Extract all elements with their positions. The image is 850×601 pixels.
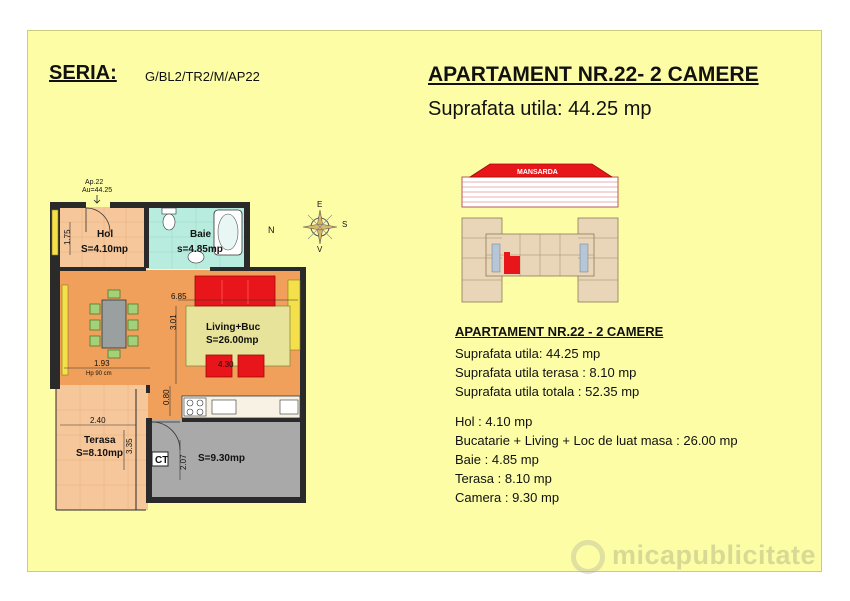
entrance-arrow [94, 195, 100, 203]
watermark-logo-icon [571, 540, 605, 574]
dim-3-01: 3.01 [169, 314, 178, 330]
info-camera: Camera : 9.30 mp [455, 490, 560, 505]
living-area: S=26.00mp [206, 335, 259, 346]
info-terasa: Terasa : 8.10 mp [455, 471, 552, 486]
compass-n: N [268, 225, 275, 235]
ct-label: CT [155, 455, 169, 466]
info-title: APARTAMENT NR.22 - 2 CAMERE [455, 324, 664, 339]
apartment-title: APARTAMENT NR.22- 2 CAMERE [428, 63, 759, 86]
baie-area: s=4.85mp [177, 244, 223, 255]
dim-1-93: 1.93 [94, 359, 110, 368]
mansarda-label: MANSARDA [517, 169, 558, 176]
dim-2-40: 2.40 [90, 416, 106, 425]
watermark: micapublicitate [612, 540, 817, 570]
toilet [162, 208, 176, 230]
dim-4-30: 4.30 [218, 360, 234, 369]
dim-2-07: 2.07 [179, 454, 188, 470]
compass-icon [303, 210, 337, 244]
key-floor-plan [462, 218, 618, 302]
info-baie: Baie : 4.85 mp [455, 452, 539, 467]
baie-name: Baie [190, 229, 212, 240]
au-tag: Au=44.25 [82, 187, 113, 194]
info-usable-area: Suprafata utila: 44.25 mp [455, 346, 601, 361]
ap-tag: Ap.22 [85, 179, 104, 186]
compass-v: V [317, 245, 323, 254]
info-terrace-area: Suprafata utila terasa : 8.10 mp [455, 365, 637, 380]
hol-name: Hol [97, 229, 114, 240]
info-hol: Hol : 4.10 mp [455, 414, 533, 429]
dim-1-75: 1.75 [63, 229, 72, 245]
dim-0-80: 0.80 [162, 389, 171, 405]
seria-label: SERIA: [49, 62, 117, 84]
compass-e: E [317, 200, 323, 209]
compass-s: S [342, 220, 348, 229]
info-total-area: Suprafata utila totala : 52.35 mp [455, 384, 640, 399]
apartment-usable-area: Suprafata utila: 44.25 mp [428, 98, 652, 120]
dim-6-85: 6.85 [171, 292, 187, 301]
living-name: Living+Buc [206, 322, 261, 333]
info-living: Bucatarie + Living + Loc de luat masa : 26.00 mp [455, 433, 738, 448]
terasa-area: S=8.10mp [76, 448, 123, 459]
dim-hp: Hp 90 cm [86, 371, 112, 377]
key-apartment-highlight [504, 256, 520, 274]
sofa [195, 276, 275, 306]
kitchen-counter [182, 396, 300, 418]
hol-area: S=4.10mp [81, 244, 128, 255]
seria-value: G/BL2/TR2/M/AP22 [145, 69, 260, 84]
dim-3-35: 3.35 [125, 438, 134, 454]
camera-area: S=9.30mp [198, 453, 245, 464]
terasa-name: Terasa [84, 435, 116, 446]
